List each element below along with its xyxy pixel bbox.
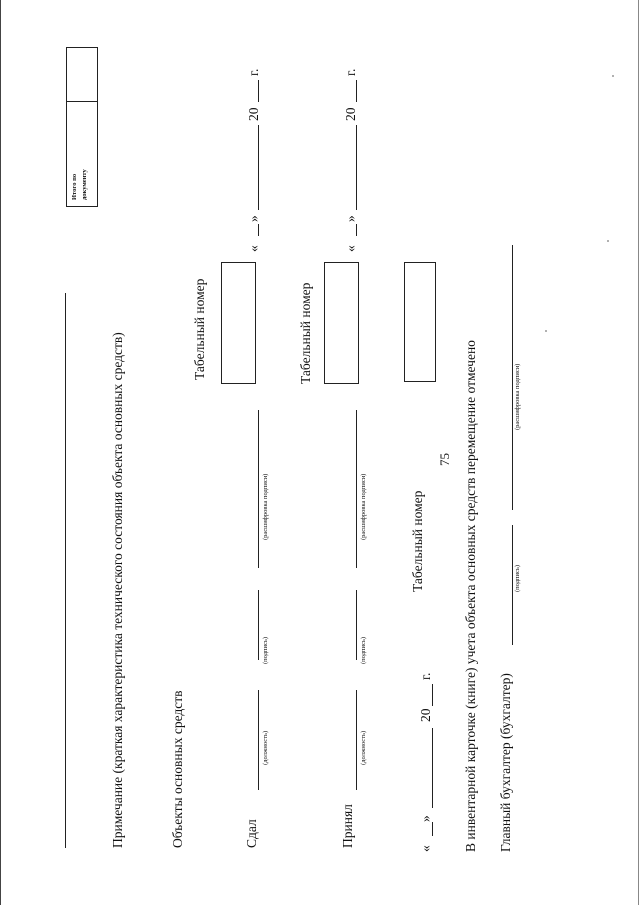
total-box-line2: документу xyxy=(81,169,88,200)
scan-speck xyxy=(612,75,614,77)
scan-speck xyxy=(607,240,609,242)
accountant-signature-line xyxy=(512,525,513,645)
handover-day-line xyxy=(258,224,259,236)
bottom-date-open: « xyxy=(418,845,433,852)
total-box xyxy=(66,47,98,207)
receive-year-line xyxy=(356,80,357,102)
receive-decode-hint: (расшифровка подписи) xyxy=(360,473,367,540)
bottom-year-suffix: г. xyxy=(418,672,433,680)
handover-date-close: » xyxy=(246,215,261,222)
note-label: Примечание (краткая характеристика технического состояния объекта основных средств) xyxy=(110,332,125,848)
receive-signature-line xyxy=(356,590,357,660)
receive-position-hint: (должность) xyxy=(360,730,367,765)
total-box-divider xyxy=(67,101,97,102)
handover-year-suffix: г. xyxy=(246,68,261,76)
assets-label: Объекты основных средств xyxy=(170,690,185,848)
receive-date-close: » xyxy=(343,215,358,222)
handover-month-line xyxy=(258,125,259,210)
bottom-day-line xyxy=(432,822,433,836)
accountant-label: Главный бухгалтер (бухгалтер) xyxy=(498,673,513,852)
handover-signature-line xyxy=(258,590,259,660)
receive-label: Принял xyxy=(340,804,355,848)
bottom-year-prefix: 20 xyxy=(418,708,433,722)
receive-month-line xyxy=(356,125,357,210)
bottom-tab-field[interactable] xyxy=(404,262,436,382)
bottom-year-line xyxy=(432,684,433,706)
page-number: 75 xyxy=(437,453,452,466)
bottom-month-line xyxy=(432,728,433,808)
bottom-date-close: » xyxy=(418,815,433,822)
receive-decode-line xyxy=(356,410,357,568)
inventory-note: В инвентарной карточке (книге) учета объекта основных средств перемещение отмечено xyxy=(463,340,478,852)
receive-position-line xyxy=(356,690,357,790)
note-top-rule xyxy=(65,293,66,848)
receive-day-line xyxy=(356,224,357,236)
handover-year-prefix: 20 xyxy=(246,107,261,121)
receive-signature-hint: (подпись) xyxy=(360,637,367,664)
accountant-signature-hint: (подпись) xyxy=(514,565,521,592)
handover-position-hint: (должность) xyxy=(262,730,269,765)
handover-tab-label: Табельный номер xyxy=(192,278,207,380)
receive-year-prefix: 20 xyxy=(343,107,358,121)
bottom-tab-label: Табельный номер xyxy=(410,490,425,592)
handover-label: Сдал xyxy=(244,819,259,848)
handover-decode-hint: (расшифровка подписи) xyxy=(262,473,269,540)
handover-position-line xyxy=(258,690,259,790)
page-edge-left xyxy=(0,0,1,905)
handover-signature-hint: (подпись) xyxy=(262,637,269,664)
receive-date-open: « xyxy=(343,245,358,252)
page-edge-right xyxy=(638,0,639,905)
handover-decode-line xyxy=(258,410,259,568)
receive-year-suffix: г. xyxy=(343,68,358,76)
handover-date-open: « xyxy=(246,245,261,252)
receive-tab-field[interactable] xyxy=(324,262,359,384)
handover-tab-field[interactable] xyxy=(221,262,256,384)
scan-speck xyxy=(545,330,547,332)
total-box-line1: Итого по xyxy=(71,173,78,200)
receive-tab-label: Табельный номер xyxy=(298,282,313,384)
accountant-decode-line xyxy=(512,245,513,510)
accountant-decode-hint: (расшифровка подписи) xyxy=(514,363,521,430)
handover-year-line xyxy=(258,80,259,102)
